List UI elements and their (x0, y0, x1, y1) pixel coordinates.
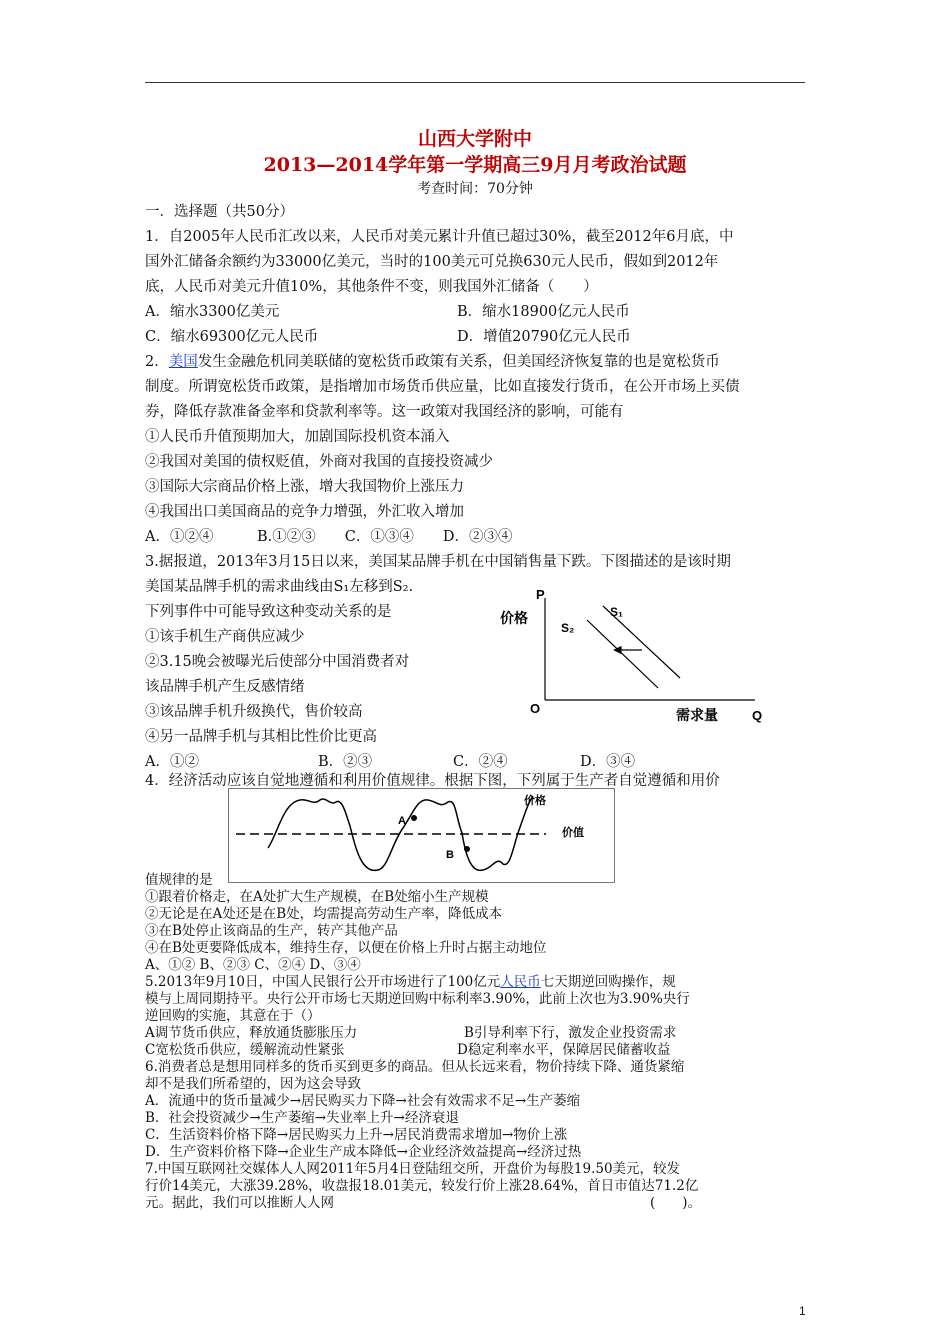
q3-option-b: B．②③ (318, 754, 373, 770)
q3-item3: ③该品牌手机升级换代，售价较高 (145, 704, 363, 720)
q4-item3: ③在B处停止该商品的生产，转产其他产品 (145, 923, 398, 939)
y-axis-symbol: P (536, 587, 545, 602)
q4-line1: 4．经济活动应该自觉地遵循和利用价值规律。根据下图，下列属于生产者自觉遵循和用价 (145, 773, 720, 789)
q2-options: A．①②④ B.①②③ C．①③④ D．②③④ (145, 529, 513, 545)
q3-line1: 3.据报道，2013年3月15日以来，美国某品牌手机在中国销售量下跌。下图描述的是该时期 (145, 554, 731, 570)
q5-link-rmb[interactable]: 人民币 (500, 974, 541, 990)
q3-item4: ④另一品牌手机与其相比性价比更高 (145, 729, 377, 745)
q5-option-b: B引导利率下行，激发企业投资需求 (464, 1025, 677, 1041)
y-axis-label: 价格 (500, 610, 528, 626)
q6-line1: 6.消费者总是想用同样多的货币买到更多的商品。但从长远来看，物价持续下降、通货紧缩 (145, 1059, 685, 1075)
q3-option-a: A．①② (145, 754, 199, 770)
q5-line2: 模与上周同期持平。央行公开市场七天期逆回购中标利率3.90%，此前上次也为3.90%央行 (145, 991, 690, 1007)
q3-option-d: D．③④ (580, 754, 636, 770)
x-axis-symbol: Q (752, 708, 763, 723)
demand-curve-diagram (490, 586, 780, 728)
q2-line3: 券，降低存款准备金率和贷款利率等。这一政策对我国经济的影响，可能有 (145, 404, 624, 420)
price-label: 价格 (524, 795, 546, 807)
q1-line3: 底，人民币对美元升值10%，其他条件不变，则我国外汇储备（ ） (145, 279, 598, 295)
q1-option-d: D．增值20790亿元人民币 (457, 329, 631, 345)
q4-item2: ②无论是在A处还是在B处，均需提高劳动生产率，降低成本 (145, 906, 503, 922)
q3-item1: ①该手机生产商供应减少 (145, 629, 305, 645)
q5-option-a: A调节货币供应，释放通货膨胀压力 (145, 1025, 358, 1041)
q7-answer-blank: ( )。 (650, 1195, 702, 1211)
q4-item1: ①跟着价格走，在A处扩大生产规模，在B处缩小生产规模 (145, 889, 489, 905)
q2-item4: ④我国出口美国商品的竞争力增强，外汇收入增加 (145, 504, 464, 520)
q6-option-c: C．生活资料价格下降→居民购买力上升→居民消费需求增加→物价上涨 (145, 1127, 568, 1143)
origin-label: O (530, 701, 541, 716)
q1-option-a: A．缩水3300亿美元 (145, 304, 280, 320)
exam-time: 考查时间：70分钟 (417, 181, 533, 197)
q6-option-d: D．生产资料价格下降→企业生产成本降低→企业经济效益提高→经济过热 (145, 1144, 582, 1160)
q4-options: A、①② B、②③ C、②④ D、③④ (145, 957, 361, 973)
point-a (411, 815, 417, 821)
header-rule (145, 82, 805, 83)
q1-line1: 1．自2005年人民币汇改以来，人民币对美元累计升值已超过30%，截至2012年6月底，中 (145, 229, 734, 245)
q3-line2: 美国某品牌手机的需求曲线由S₁左移到S₂. (145, 579, 414, 595)
value-law-diagram (228, 788, 616, 884)
q5-option-c: C宽松货币供应，缓解流动性紧张 (145, 1042, 345, 1058)
q7-line1: 7.中国互联网社交媒体人人网2011年5月4日登陆纽交所，开盘价为每股19.50美元，较发 (145, 1161, 681, 1177)
q2-item3: ③国际大宗商品价格上涨，增大我国物价上涨压力 (145, 479, 464, 495)
exam-title: 2013—2014学年第一学期高三9月月考政治试题 (263, 154, 687, 176)
q6-option-a: A．流通中的货币量减少→居民购买力下降→社会有效需求不足→生产萎缩 (145, 1093, 581, 1109)
q5-option-d: D稳定利率水平，保障居民储蓄收益 (457, 1042, 671, 1058)
q5-line1-end: 七天期逆回购操作，规 (540, 974, 676, 990)
curve-s2 (587, 620, 658, 688)
diagram-frame (229, 789, 615, 883)
x-axis-label: 需求量 (676, 707, 718, 723)
q5-line3: 逆回购的实施，其意在于（） (145, 1008, 321, 1024)
q3-option-c: C．②④ (453, 754, 508, 770)
q3-line3: 下列事件中可能导致这种变动关系的是 (145, 604, 392, 620)
q1-option-c: C．缩水69300亿元人民币 (145, 329, 319, 345)
q7-line3: 元。据此，我们可以推断人人网 (145, 1195, 334, 1211)
q6-line2: 却不是我们所希望的，因为这会导致 (145, 1076, 361, 1092)
page-number: 1 (799, 1304, 806, 1318)
point-b-label: B (446, 849, 454, 861)
q2-line2: 制度。所谓宽松货币政策，是指增加市场货币供应量，比如直接发行货币，在公开市场上买债 (145, 379, 740, 395)
q5-line1-text: 5.2013年9月10日，中国人民银行公开市场进行了100亿元 (145, 974, 501, 990)
q1-line2: 国外汇储备余额约为33000亿美元，当时的100美元可兑换630元人民币，假如到2012年 (145, 254, 719, 270)
value-label: 价值 (562, 827, 584, 839)
q2-line1 (145, 352, 720, 372)
q4-line2: 值规律的是 (145, 872, 213, 888)
q4-item4: ④在B处更要降低成本，维持生存，以便在价格上升时占据主动地位 (145, 940, 547, 956)
point-b (464, 846, 470, 852)
point-a-label: A (398, 815, 406, 827)
q1-option-b: B．缩水18900亿元人民币 (457, 304, 630, 320)
q3-item2a: ②3.15晚会被曝光后使部分中国消费者对 (145, 654, 410, 670)
q2-item1: ①人民币升值预期加大，加剧国际投机资本涌入 (145, 429, 450, 445)
section-heading: 一．选择题（共50分） (145, 204, 294, 220)
q3-item2b: 该品牌手机产生反感情绪 (145, 679, 305, 695)
q2-number: 2． (145, 354, 169, 370)
q7-line2: 行价14美元，大涨39.28%，收盘报18.01美元，较发行价上涨28.64%，首日市值达71.2亿 (145, 1178, 699, 1194)
curve-s1-label: S₁ (610, 605, 623, 619)
curve-s2-label: S₂ (561, 621, 575, 635)
q2-link-usa[interactable]: 美国 (168, 354, 198, 370)
school-title: 山西大学附中 (417, 128, 532, 150)
q5-line1 (145, 974, 676, 991)
q6-option-b: B．社会投资减少→生产萎缩→失业率上升→经济衰退 (145, 1110, 459, 1126)
q2-line1-text: 发生金融危机同美联储的宽松货币政策有关系，但美国经济恢复靠的也是宽松货币 (197, 354, 720, 370)
q2-item2: ②我国对美国的债权贬值，外商对我国的直接投资减少 (145, 454, 493, 470)
